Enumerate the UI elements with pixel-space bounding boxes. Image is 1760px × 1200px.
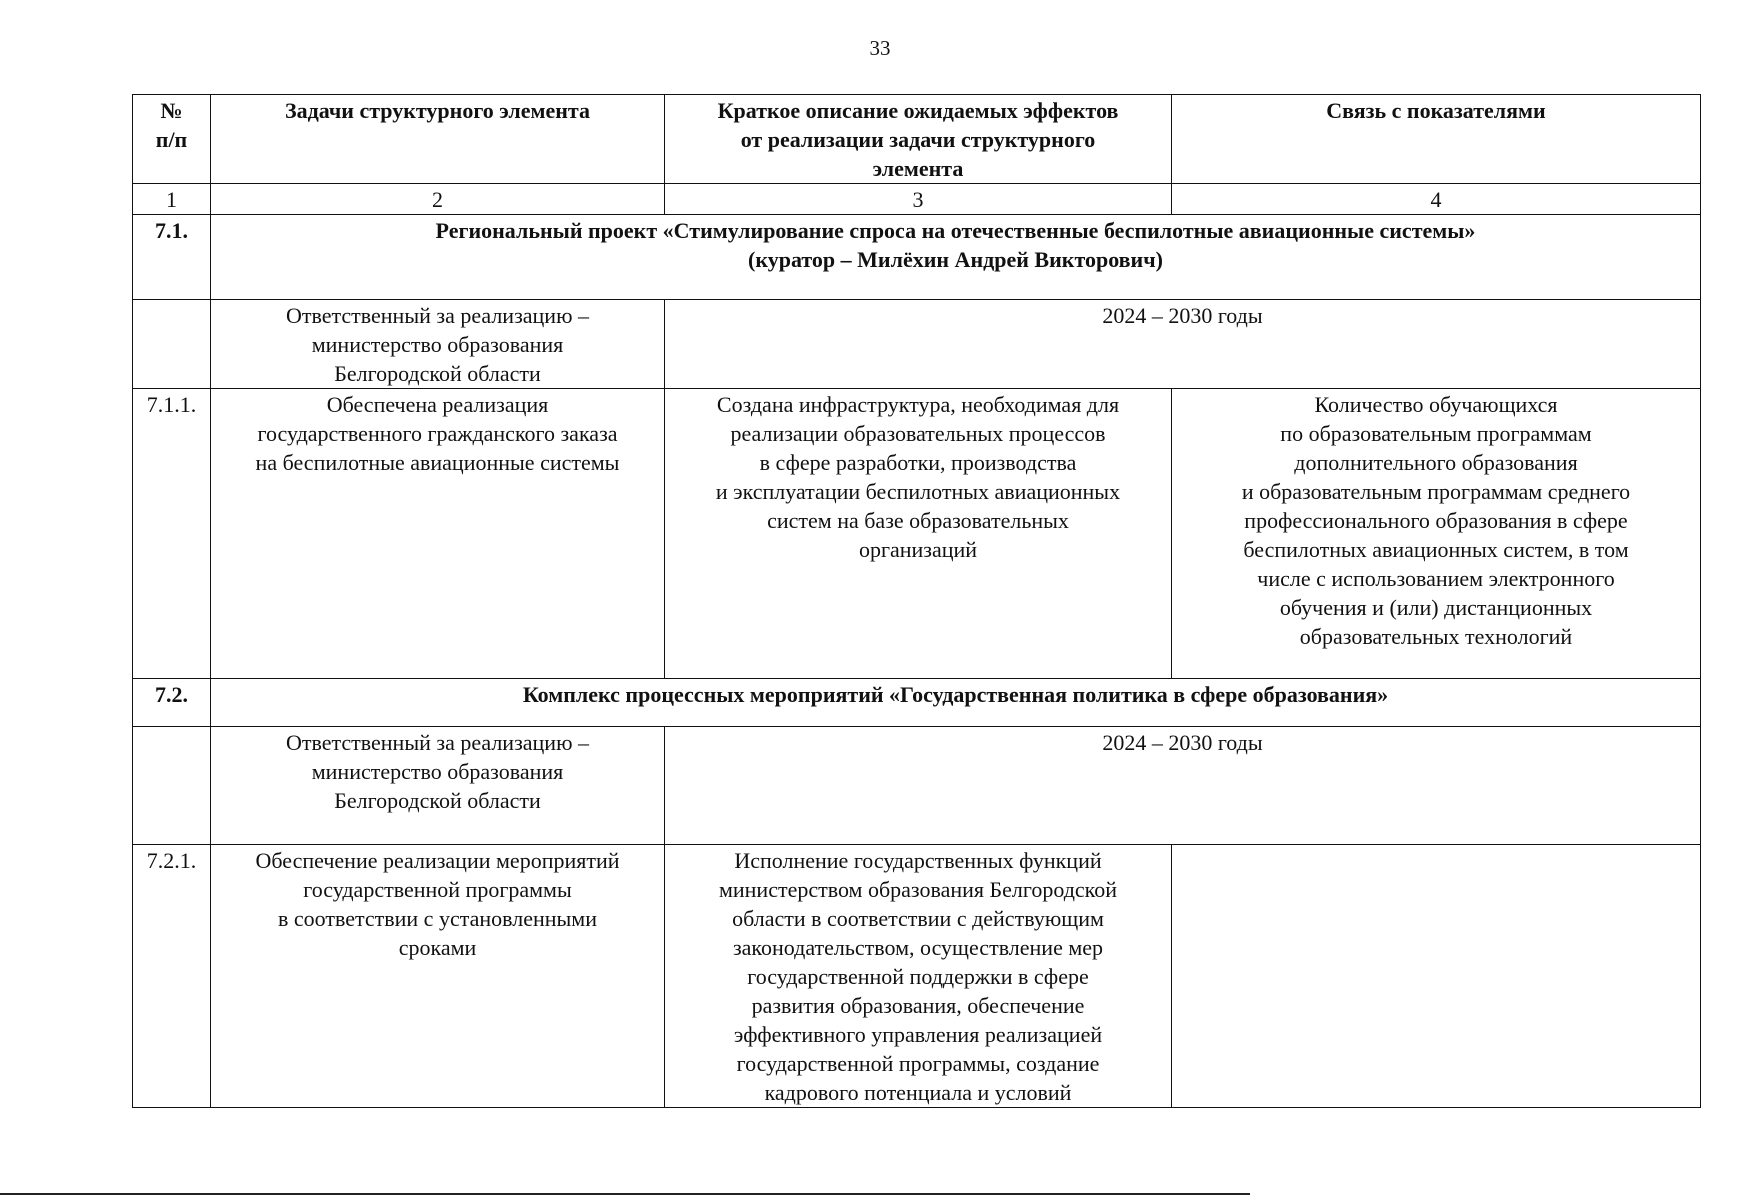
period-cell: 2024 – 2030 годы xyxy=(665,300,1701,389)
task-name: Обеспечена реализация государственного гражданского заказа на беспилотные авиационные системы xyxy=(211,389,665,679)
section-title: Комплекс процессных мероприятий «Государственная политика в сфере образования» xyxy=(211,679,1701,727)
responsible-row xyxy=(133,727,1701,845)
task-row xyxy=(133,389,1701,679)
empty-cell xyxy=(133,727,211,845)
task-number: 7.2.1. xyxy=(133,845,211,1108)
task-indicators: Количество обучающихся по образовательным программам дополнительного образования и образовательным программам среднего профессионального образования в сфере беспилотных авиационных систем, в том числе с использованием электронного обучения и (или) дистанционных образовательных технологий xyxy=(1172,389,1701,679)
task-effects: Исполнение государственных функций министерством образования Белгородской области в соответствии с действующим законодательством, осуществление мер государственной поддержки в сфере развития образования, обеспечение эффективного управления реализацией государственной программы, создание кадрового потенциала и условий xyxy=(665,845,1172,1108)
section-number: 7.2. xyxy=(133,679,211,727)
column-number: 4 xyxy=(1172,184,1701,215)
section-number: 7.1. xyxy=(133,215,211,300)
task-row xyxy=(133,845,1701,1108)
column-numbers-row xyxy=(133,184,1701,215)
task-indicators xyxy=(1172,845,1701,1108)
section-row xyxy=(133,215,1701,300)
task-effects: Создана инфраструктура, необходимая для реализации образовательных процессов в сфере разработки, производства и эксплуатации беспилотных авиационных систем на базе образовательных организаций xyxy=(665,389,1172,679)
task-number: 7.1.1. xyxy=(133,389,211,679)
section-row xyxy=(133,679,1701,727)
structural-elements-table xyxy=(132,94,1701,1108)
header-cell-indicators: Связь с показателями xyxy=(1172,95,1701,184)
responsible-cell: Ответственный за реализацию – министерство образования Белгородской области xyxy=(211,300,665,389)
period-cell: 2024 – 2030 годы xyxy=(665,727,1701,845)
header-cell-tasks: Задачи структурного элемента xyxy=(211,95,665,184)
header-cell-number: № п/п xyxy=(133,95,211,184)
column-number: 2 xyxy=(211,184,665,215)
responsible-cell: Ответственный за реализацию – министерство образования Белгородской области xyxy=(211,727,665,845)
header-row xyxy=(133,95,1701,184)
footer-rule xyxy=(0,1193,1250,1195)
column-number: 1 xyxy=(133,184,211,215)
empty-cell xyxy=(133,300,211,389)
task-name: Обеспечение реализации мероприятий государственной программы в соответствии с установленными сроками xyxy=(211,845,665,1108)
header-cell-effects: Краткое описание ожидаемых эффектов от реализации задачи структурного элемента xyxy=(665,95,1172,184)
page-number: 33 xyxy=(869,36,891,60)
section-title: Региональный проект «Стимулирование спроса на отечественные беспилотные авиационные системы» (куратор – Милёхин Андрей Викторович) xyxy=(211,215,1701,300)
responsible-row xyxy=(133,300,1701,389)
column-number: 3 xyxy=(665,184,1172,215)
